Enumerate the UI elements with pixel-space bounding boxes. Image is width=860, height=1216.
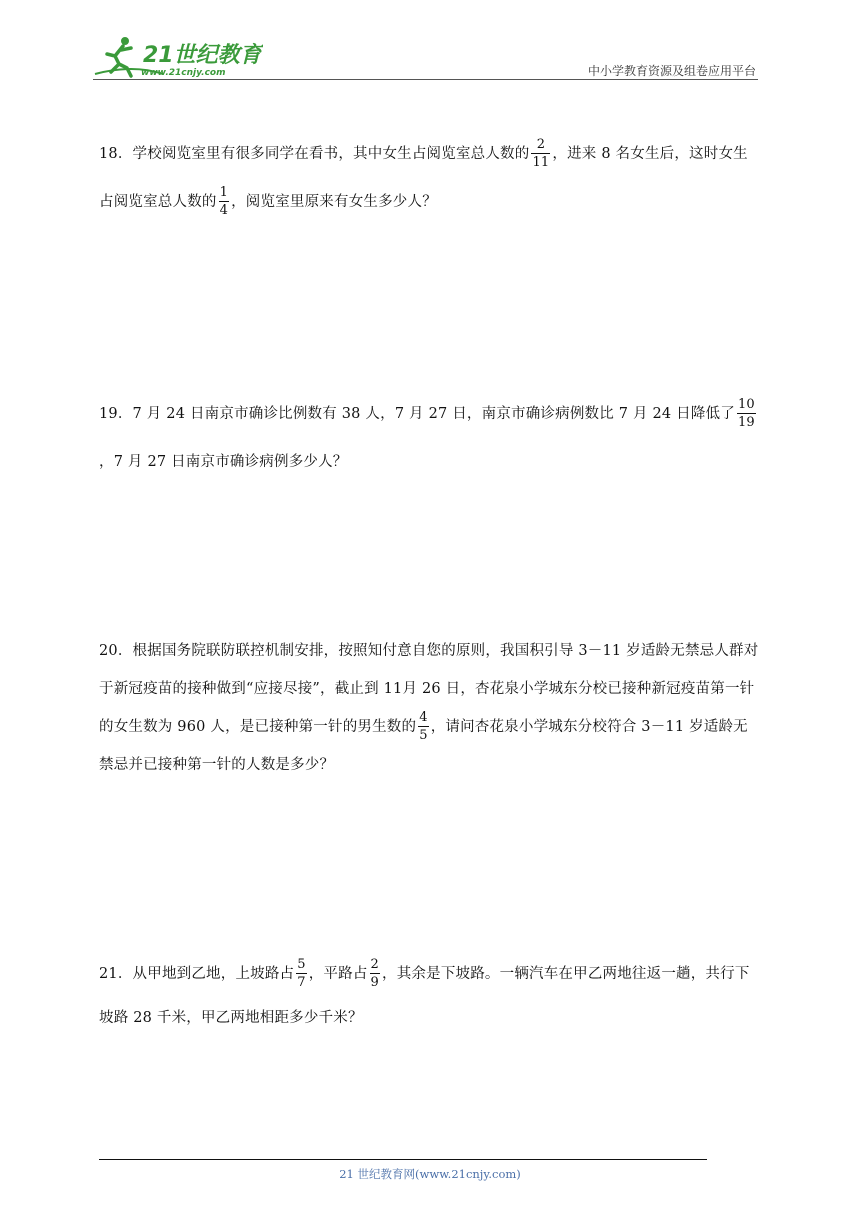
fraction-numerator: 2: [536, 136, 546, 152]
page-header: [93, 34, 758, 80]
fraction-denominator: 4: [219, 202, 229, 218]
footer-link[interactable]: 21 世纪教育网(www.21cnjy.com): [339, 1167, 521, 1181]
question-text: ，平路占: [308, 966, 368, 982]
fraction-denominator: 7: [297, 974, 306, 990]
fraction-numerator: 5: [297, 956, 306, 972]
question-text: ，阅览室里原来有女生多少人？: [231, 194, 437, 210]
question-text: 18．学校阅览室里有很多同学在看书，其中女生占阅览室总人数的: [99, 146, 530, 162]
logo-text: 21世纪教育: [143, 43, 262, 68]
fraction: [737, 397, 756, 430]
fraction-denominator: 11: [532, 154, 550, 170]
header-divider: [93, 79, 758, 80]
fraction: [531, 137, 550, 170]
logo-21cnjy: [93, 34, 263, 78]
header-platform-name: 中小学教育资源及组卷应用平台: [587, 64, 756, 78]
question-18: [99, 130, 761, 226]
question-text: ，进来 8 名女生后，这时女生占阅览室总人数的: [99, 146, 748, 210]
question-text: ，7 月 27 日南京市确诊病例多少人？: [99, 454, 348, 470]
fraction-numerator: 2: [370, 956, 380, 972]
footer-divider: [99, 1159, 707, 1160]
question-text: ，其余是下坡路。一辆汽车在甲乙两地往返一趟，共行下坡路 28 千米，甲乙两地相距多少千米？: [99, 966, 750, 1026]
question-text: ，请问杏花泉小学城东分校符合 3－11 岁适龄无禁忌并已接种第一针的人数是多少？: [99, 719, 748, 773]
question-21: [99, 952, 761, 1040]
question-19: [99, 390, 761, 486]
fraction-denominator: 19: [737, 414, 755, 430]
fraction: [418, 710, 428, 743]
logo-url: www.21cnjy.com: [141, 68, 226, 78]
question-text: 21．从甲地到乙地，上坡路占: [99, 966, 295, 982]
fraction: [370, 957, 380, 990]
fraction-numerator: 4: [419, 709, 428, 725]
fraction: [219, 185, 229, 218]
question-text: 20．根据国务院联防联控机制安排，按照知付意自您的原则，我国积引导 3－11 岁适龄无禁忌人群对于新冠疫苗的接种做到“应接尽接”，截止到 11月 26 日，杏花泉小学城东分校已接种新冠疫苗第一针的女生数为 960 人，是已接种第一针的男生数的: [99, 643, 759, 735]
fraction-numerator: 10: [737, 396, 755, 412]
fraction: [296, 957, 306, 990]
question-text: 19．7 月 24 日南京市确诊比例数有 38 人，7 月 27 日，南京市确诊病例数比 7 月 24 日降低了: [99, 406, 735, 422]
fraction-denominator: 9: [370, 974, 380, 990]
fraction-numerator: 1: [219, 184, 229, 200]
fraction-denominator: 5: [419, 727, 428, 743]
question-20: [99, 632, 761, 784]
